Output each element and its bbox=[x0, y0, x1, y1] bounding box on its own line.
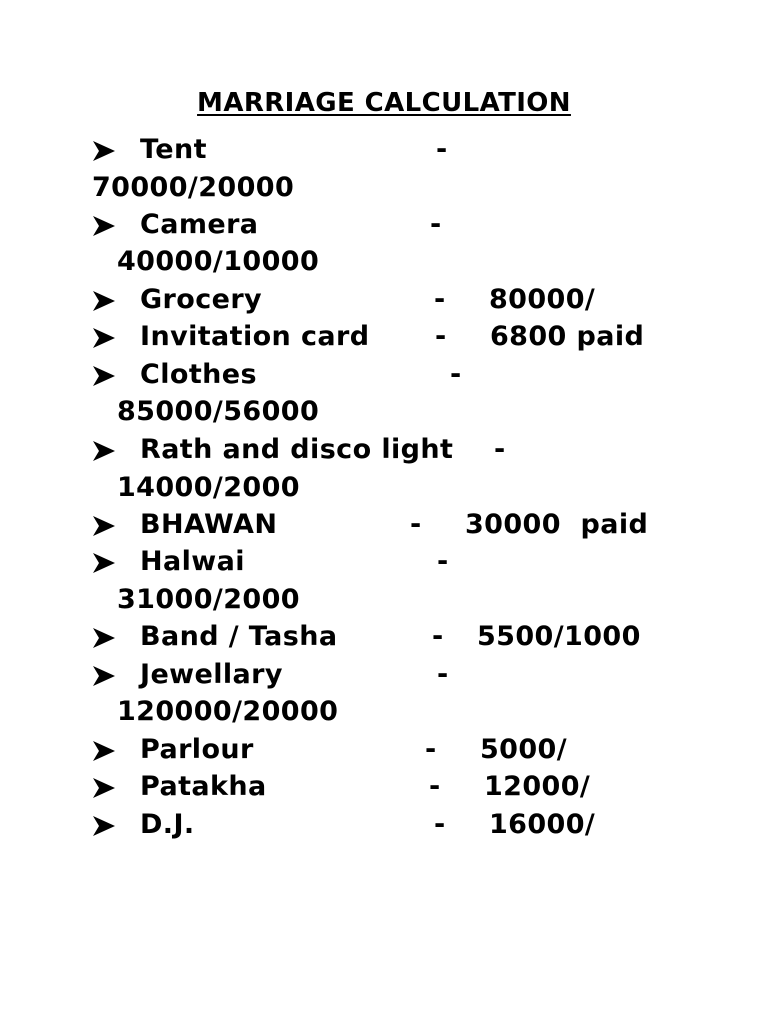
item-value: 5000/ bbox=[480, 734, 568, 765]
item-value: 5500/1000 bbox=[477, 621, 641, 652]
item-label: D.J. bbox=[140, 809, 195, 840]
item-value: 120000/20000 bbox=[117, 696, 339, 727]
arrowhead-bullet-icon bbox=[92, 627, 116, 649]
item-dash: - bbox=[434, 284, 446, 315]
list-item-dj bbox=[0, 806, 768, 844]
list-item-jewellary bbox=[0, 656, 768, 694]
item-label: Parlour bbox=[140, 734, 254, 765]
arrowhead-bullet-icon bbox=[92, 815, 116, 837]
list-item-continuation bbox=[0, 243, 768, 281]
item-label: Invitation card bbox=[140, 321, 370, 352]
item-value: 80000/ bbox=[489, 284, 596, 315]
item-label: Clothes bbox=[140, 359, 257, 390]
list-item-parlour bbox=[0, 731, 768, 769]
arrowhead-bullet-icon bbox=[92, 215, 116, 237]
arrowhead-bullet-icon bbox=[92, 327, 116, 349]
item-label: Tent bbox=[140, 134, 207, 165]
list-item-rath-and-disco-light bbox=[0, 431, 768, 469]
list-item-continuation bbox=[0, 581, 768, 619]
item-dash: - bbox=[430, 209, 442, 240]
list-item-clothes bbox=[0, 356, 768, 394]
item-label: Rath and disco light bbox=[140, 434, 454, 465]
item-dash: - bbox=[435, 321, 447, 352]
arrowhead-bullet-icon bbox=[92, 440, 116, 462]
item-dash: - bbox=[437, 546, 449, 577]
arrowhead-bullet-icon bbox=[92, 290, 116, 312]
item-value: 85000/56000 bbox=[117, 396, 320, 427]
item-dash: - bbox=[410, 509, 422, 540]
item-value: 70000/20000 bbox=[92, 172, 295, 203]
item-value: 6800 paid bbox=[490, 321, 645, 352]
item-label: Grocery bbox=[140, 284, 263, 315]
list-item-continuation bbox=[0, 693, 768, 731]
item-value: 14000/2000 bbox=[117, 472, 300, 503]
list-item-tent bbox=[0, 131, 768, 169]
item-value: 31000/2000 bbox=[117, 584, 300, 615]
list-item-continuation bbox=[0, 469, 768, 507]
arrowhead-bullet-icon bbox=[92, 140, 116, 162]
arrowhead-bullet-icon bbox=[92, 740, 116, 762]
item-dash: - bbox=[434, 809, 446, 840]
item-label: Camera bbox=[140, 209, 259, 240]
item-dash: - bbox=[436, 134, 448, 165]
list-item-halwai bbox=[0, 543, 768, 581]
item-dash: - bbox=[450, 359, 462, 390]
list-item-grocery bbox=[0, 281, 768, 319]
list-item-patakha bbox=[0, 768, 768, 806]
item-label: Halwai bbox=[140, 546, 245, 577]
arrowhead-bullet-icon bbox=[92, 665, 116, 687]
list-item-camera bbox=[0, 206, 768, 244]
item-label: BHAWAN bbox=[140, 509, 278, 540]
list-item-continuation bbox=[0, 393, 768, 431]
item-label: Patakha bbox=[140, 771, 267, 802]
list-item-continuation bbox=[0, 169, 768, 207]
item-label: Band / Tasha bbox=[140, 621, 338, 652]
item-dash: - bbox=[429, 771, 441, 802]
list-item-invitation-card bbox=[0, 318, 768, 356]
arrowhead-bullet-icon bbox=[92, 515, 116, 537]
item-dash: - bbox=[437, 659, 449, 690]
item-dash: - bbox=[494, 434, 506, 465]
list-item-bhawan bbox=[0, 506, 768, 544]
item-dash: - bbox=[425, 734, 437, 765]
item-value: 30000 paid bbox=[465, 509, 649, 540]
item-value: 40000/10000 bbox=[117, 246, 320, 277]
arrowhead-bullet-icon bbox=[92, 777, 116, 799]
item-dash: - bbox=[432, 621, 444, 652]
arrowhead-bullet-icon bbox=[92, 552, 116, 574]
item-value: 16000/ bbox=[489, 809, 596, 840]
item-value: 12000/ bbox=[484, 771, 591, 802]
arrowhead-bullet-icon bbox=[92, 365, 116, 387]
page-title: MARRIAGE CALCULATION bbox=[197, 88, 571, 118]
list-item-band-tasha bbox=[0, 618, 768, 656]
item-label: Jewellary bbox=[140, 659, 283, 690]
